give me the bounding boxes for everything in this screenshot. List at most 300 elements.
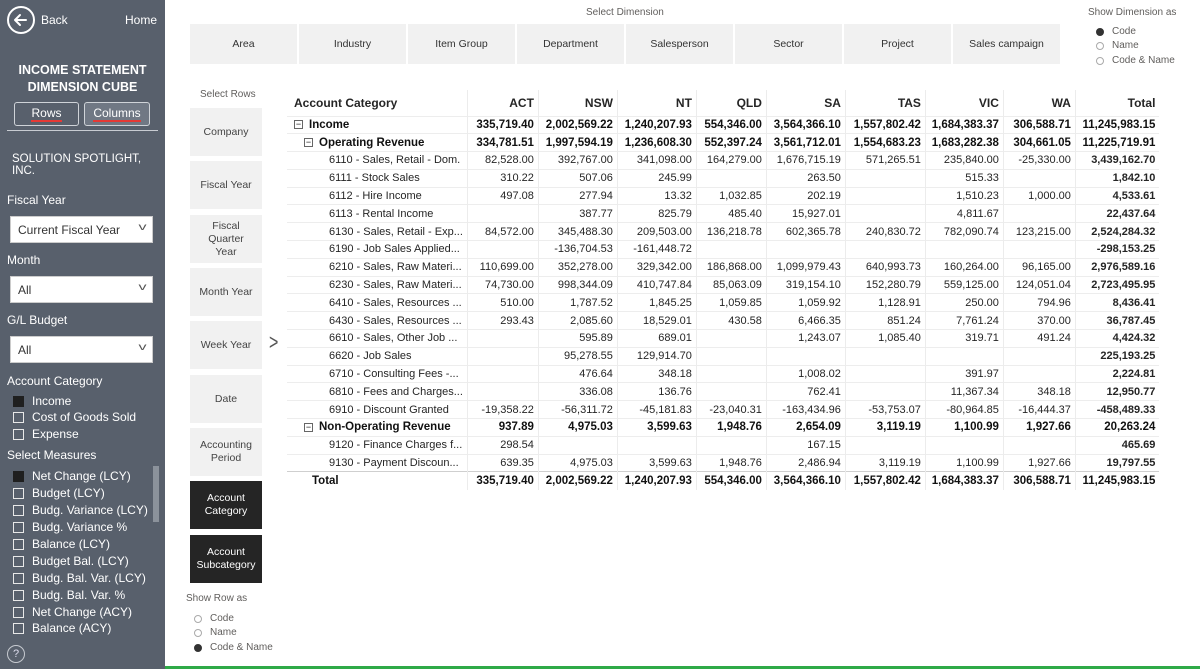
table-row[interactable] <box>287 330 1159 348</box>
value-cell: 507.06 <box>538 169 617 187</box>
checkbox-icon[interactable] <box>13 590 24 601</box>
value-cell: 2,486.94 <box>766 454 845 472</box>
collapse-icon[interactable]: − <box>295 119 302 130</box>
row-button-fiscal-year[interactable]: Fiscal Year <box>190 161 262 209</box>
total-value-cell: 554,346.00 <box>696 472 766 490</box>
radio-label: Code <box>210 613 234 624</box>
row-label: 6620 - Job Sales <box>329 350 412 363</box>
checkbox-label: Budg. Bal. Var. (LCY) <box>32 571 146 585</box>
value-cell: 410,747.84 <box>617 276 696 294</box>
table-row[interactable] <box>287 134 1159 152</box>
value-cell: 762.41 <box>766 383 845 401</box>
value-cell: 1,240,207.93 <box>617 116 696 134</box>
measures-scrollbar[interactable] <box>153 466 159 522</box>
value-cell: 1,676,715.19 <box>766 152 845 170</box>
checkbox-label: Balance (ACY) <box>32 621 112 635</box>
value-cell: 1,927.66 <box>1003 454 1075 472</box>
value-cell <box>467 383 538 401</box>
row-button-accounting-period[interactable]: Accounting Period <box>190 428 262 476</box>
checkbox-icon[interactable] <box>13 623 24 634</box>
value-cell <box>696 347 766 365</box>
radio-label: Code & Name <box>1112 55 1175 66</box>
row-label: Income <box>309 118 350 131</box>
radio-label: Code <box>1112 26 1136 37</box>
table-row[interactable] <box>287 187 1159 205</box>
show-dimension-title: Show Dimension as <box>1088 7 1177 18</box>
value-cell: 348.18 <box>617 365 696 383</box>
value-cell: 1,842.10 <box>1075 169 1159 187</box>
value-cell: 1,059.92 <box>766 294 845 312</box>
checkbox-icon[interactable] <box>13 522 24 533</box>
column-header[interactable]: NT <box>617 90 696 116</box>
value-cell: 334,781.51 <box>467 134 538 152</box>
value-cell: 250.00 <box>925 294 1003 312</box>
column-header[interactable]: NSW <box>538 90 617 116</box>
table-row[interactable] <box>287 383 1159 401</box>
measure-item[interactable] <box>13 588 125 602</box>
table-row[interactable] <box>287 152 1159 170</box>
value-cell: 465.69 <box>1075 436 1159 454</box>
measure-item[interactable] <box>13 469 131 483</box>
value-cell <box>925 436 1003 454</box>
row-label-cell <box>287 419 467 437</box>
measure-item[interactable] <box>13 554 129 568</box>
back-button[interactable]: Back <box>41 13 68 27</box>
value-cell: 11,367.34 <box>925 383 1003 401</box>
row-label-cell <box>287 152 467 170</box>
value-cell: 4,811.67 <box>925 205 1003 223</box>
value-cell <box>845 187 925 205</box>
month-label: Month <box>7 253 41 267</box>
value-cell <box>696 365 766 383</box>
row-label: 6112 - Hire Income <box>329 190 422 203</box>
value-cell: 1,085.40 <box>845 330 925 348</box>
value-cell: 345,488.30 <box>538 223 617 241</box>
radio-selected-icon[interactable] <box>1096 28 1104 36</box>
value-cell: 937.89 <box>467 419 538 437</box>
checkbox-icon[interactable] <box>13 573 24 584</box>
value-cell: 85,063.09 <box>696 276 766 294</box>
value-cell: -163,434.96 <box>766 401 845 419</box>
value-cell <box>766 241 845 259</box>
row-button-account-subcategory[interactable]: Account Subcategory <box>190 535 262 583</box>
checkbox-icon[interactable] <box>13 488 24 499</box>
table-row[interactable] <box>287 454 1159 472</box>
value-cell: 160,264.00 <box>925 258 1003 276</box>
dimension-bar <box>190 24 1060 64</box>
row-button-fiscal-quarter-year[interactable]: Fiscal Quarter Year <box>190 215 262 263</box>
fiscal-year-value: Current Fiscal Year <box>18 223 121 237</box>
row-label: 6190 - Job Sales Applied... <box>329 243 460 256</box>
value-cell: 341,098.00 <box>617 152 696 170</box>
row-label-cell <box>287 383 467 401</box>
value-cell: 2,723,495.95 <box>1075 276 1159 294</box>
dimension-button-area[interactable]: Area <box>190 24 297 64</box>
value-cell: 36,787.45 <box>1075 312 1159 330</box>
dimension-button-item-group[interactable]: Item Group <box>408 24 515 64</box>
select-dimension-title: Select Dimension <box>586 7 664 18</box>
radio-icon[interactable] <box>194 615 202 623</box>
radio-icon[interactable] <box>194 629 202 637</box>
value-cell: 335,719.40 <box>467 116 538 134</box>
show-row-option-name[interactable] <box>194 627 237 638</box>
value-cell: 240,830.72 <box>845 223 925 241</box>
value-cell: 602,365.78 <box>766 223 845 241</box>
value-cell: 19,797.55 <box>1075 454 1159 472</box>
column-header[interactable]: TAS <box>845 90 925 116</box>
value-cell: 1,032.85 <box>696 187 766 205</box>
value-cell: 3,439,162.70 <box>1075 152 1159 170</box>
value-cell <box>617 436 696 454</box>
row-label-cell <box>287 116 467 134</box>
page-title <box>0 62 165 96</box>
account-category-income[interactable] <box>13 394 71 408</box>
fiscal-year-dropdown[interactable] <box>10 216 153 243</box>
value-cell: 235,840.00 <box>925 152 1003 170</box>
row-button-week-year[interactable]: Week Year <box>190 321 262 369</box>
total-value-cell: 2,002,569.22 <box>538 472 617 490</box>
value-cell: 2,654.09 <box>766 419 845 437</box>
value-cell: 370.00 <box>1003 312 1075 330</box>
radio-label: Name <box>210 627 237 638</box>
columns-toggle-button[interactable] <box>84 102 150 126</box>
gl-budget-dropdown[interactable] <box>10 336 153 363</box>
column-header[interactable]: ACT <box>467 90 538 116</box>
checkbox-icon[interactable] <box>13 556 24 567</box>
collapse-icon[interactable]: − <box>305 137 312 148</box>
row-label-cell <box>287 365 467 383</box>
value-cell: 1,787.52 <box>538 294 617 312</box>
value-cell <box>1003 347 1075 365</box>
table-row[interactable] <box>287 419 1159 437</box>
row-label: 6230 - Sales, Raw Materi... <box>329 279 462 292</box>
value-cell <box>467 241 538 259</box>
value-cell: -45,181.83 <box>617 401 696 419</box>
value-cell <box>1003 436 1075 454</box>
dimension-button-project[interactable]: Project <box>844 24 951 64</box>
table-row[interactable] <box>287 169 1159 187</box>
row-label: 6110 - Sales, Retail - Dom. <box>329 154 461 167</box>
value-cell: 11,245,983.15 <box>1075 116 1159 134</box>
checkbox-label: Net Change (ACY) <box>32 605 133 619</box>
value-cell: 136.76 <box>617 383 696 401</box>
value-cell: 2,085.60 <box>538 312 617 330</box>
measure-item[interactable] <box>13 520 127 534</box>
value-cell: -136,704.53 <box>538 241 617 259</box>
checkbox-checked-icon[interactable] <box>13 396 24 407</box>
row-label: 6710 - Consulting Fees -... <box>329 368 459 381</box>
row-label: 6430 - Sales, Resources ... <box>329 314 462 327</box>
table-row[interactable] <box>287 294 1159 312</box>
value-cell: 96,165.00 <box>1003 258 1075 276</box>
show-dimension-option-name[interactable] <box>1096 40 1139 51</box>
checkbox-icon[interactable] <box>13 429 24 440</box>
value-cell: 336.08 <box>538 383 617 401</box>
value-cell: -56,311.72 <box>538 401 617 419</box>
value-cell <box>845 347 925 365</box>
checkbox-label: Budg. Variance % <box>32 520 128 534</box>
value-cell: 95,278.55 <box>538 347 617 365</box>
value-cell <box>1003 205 1075 223</box>
home-button[interactable]: Home <box>125 13 158 27</box>
help-icon[interactable]: ? <box>7 645 25 663</box>
show-dimension-option-code-name[interactable] <box>1096 55 1175 66</box>
value-cell: 110,699.00 <box>467 258 538 276</box>
table-row[interactable] <box>287 365 1159 383</box>
value-cell <box>696 241 766 259</box>
value-cell <box>845 241 925 259</box>
chevron-down-icon: v <box>138 222 147 233</box>
value-cell: 485.40 <box>696 205 766 223</box>
measure-item[interactable] <box>13 571 146 585</box>
value-cell: 245.99 <box>617 169 696 187</box>
value-cell <box>467 205 538 223</box>
month-value: All <box>18 283 32 297</box>
value-cell: 559,125.00 <box>925 276 1003 294</box>
show-row-title: Show Row as <box>186 593 248 604</box>
row-label: 6113 - Rental Income <box>329 207 434 220</box>
table-row[interactable] <box>287 116 1159 134</box>
row-label: 6910 - Discount Granted <box>329 403 449 416</box>
value-cell: 129,914.70 <box>617 347 696 365</box>
table-row[interactable] <box>287 347 1159 365</box>
value-cell: -16,444.37 <box>1003 401 1075 419</box>
table-row[interactable] <box>287 241 1159 259</box>
value-cell: 123,215.00 <box>1003 223 1075 241</box>
radio-label: Name <box>1112 40 1139 51</box>
dimension-button-sales-campaign[interactable]: Sales campaign <box>953 24 1060 64</box>
value-cell: 3,119.19 <box>845 419 925 437</box>
matrix-table <box>287 90 1159 490</box>
dimension-button-sector[interactable]: Sector <box>735 24 842 64</box>
value-cell: 152,280.79 <box>845 276 925 294</box>
value-cell: 319.71 <box>925 330 1003 348</box>
value-cell: 74,730.00 <box>467 276 538 294</box>
row-label: Non-Operating Revenue <box>319 421 451 434</box>
value-cell: 1,000.00 <box>1003 187 1075 205</box>
checkbox-label: Budg. Variance (LCY) <box>32 503 148 517</box>
value-cell: 825.79 <box>617 205 696 223</box>
value-cell: 851.24 <box>845 312 925 330</box>
show-row-option-code[interactable] <box>194 613 234 624</box>
value-cell: 4,975.03 <box>538 419 617 437</box>
value-cell: 794.96 <box>1003 294 1075 312</box>
value-cell: 186,868.00 <box>696 258 766 276</box>
column-header[interactable]: Account Category <box>294 95 398 110</box>
value-cell: 2,224.81 <box>1075 365 1159 383</box>
value-cell: 491.24 <box>1003 330 1075 348</box>
value-cell: -19,358.22 <box>467 401 538 419</box>
value-cell <box>538 436 617 454</box>
row-label-cell <box>287 276 467 294</box>
value-cell: 1,236,608.30 <box>617 134 696 152</box>
value-cell: 1,099,979.43 <box>766 258 845 276</box>
value-cell: 8,436.41 <box>1075 294 1159 312</box>
total-value-cell: 11,245,983.15 <box>1075 472 1159 490</box>
value-cell: -53,753.07 <box>845 401 925 419</box>
account-category-label: Account Category <box>7 374 103 388</box>
collapse-icon[interactable]: − <box>305 421 312 432</box>
table-row[interactable] <box>287 401 1159 419</box>
checkbox-icon[interactable] <box>13 607 24 618</box>
value-cell: 552,397.24 <box>696 134 766 152</box>
total-value-cell: 1,684,383.37 <box>925 472 1003 490</box>
company-name: SOLUTION SPOTLIGHT, INC. <box>12 153 142 177</box>
table-row[interactable] <box>287 276 1159 294</box>
value-cell: 225,193.25 <box>1075 347 1159 365</box>
value-cell <box>1003 365 1075 383</box>
value-cell: 263.50 <box>766 169 845 187</box>
value-cell: 11,225,719.91 <box>1075 134 1159 152</box>
row-label: 6111 - Stock Sales <box>329 172 420 185</box>
value-cell <box>766 347 845 365</box>
row-label: 6810 - Fees and Charges... <box>329 385 463 398</box>
value-cell: 782,090.74 <box>925 223 1003 241</box>
value-cell: 4,975.03 <box>538 454 617 472</box>
value-cell: 6,466.35 <box>766 312 845 330</box>
value-cell: 1,554,683.23 <box>845 134 925 152</box>
dimension-button-salesperson[interactable]: Salesperson <box>626 24 733 64</box>
row-label: Operating Revenue <box>319 136 425 149</box>
dimension-button-department[interactable]: Department <box>517 24 624 64</box>
value-cell: 1,100.99 <box>925 419 1003 437</box>
value-cell <box>696 330 766 348</box>
value-cell: 167.15 <box>766 436 845 454</box>
value-cell: 4,533.61 <box>1075 187 1159 205</box>
value-cell: 595.89 <box>538 330 617 348</box>
row-button-account-category[interactable]: Account Category <box>190 481 262 529</box>
show-row-option-code-name[interactable] <box>194 642 273 653</box>
row-label-cell <box>287 258 467 276</box>
value-cell: 1,100.99 <box>925 454 1003 472</box>
measure-item[interactable] <box>13 537 110 551</box>
value-cell: 164,279.00 <box>696 152 766 170</box>
value-cell: 20,263.24 <box>1075 419 1159 437</box>
value-cell: 3,599.63 <box>617 454 696 472</box>
measure-item[interactable] <box>13 503 148 517</box>
checkbox-label: Cost of Goods Sold <box>32 410 137 424</box>
row-label-cell <box>287 347 467 365</box>
total-value-cell: 3,564,366.10 <box>766 472 845 490</box>
value-cell: 3,599.63 <box>617 419 696 437</box>
value-cell: 998,344.09 <box>538 276 617 294</box>
matrix-body <box>287 116 1159 490</box>
row-label: 6210 - Sales, Raw Materi... <box>329 261 462 274</box>
table-row[interactable] <box>287 223 1159 241</box>
row-label-cell <box>287 223 467 241</box>
checkbox-icon[interactable] <box>13 539 24 550</box>
value-cell: 639.35 <box>467 454 538 472</box>
row-label-cell <box>287 454 467 472</box>
row-label-cell <box>287 169 467 187</box>
measure-item[interactable] <box>13 486 105 500</box>
checkbox-checked-icon[interactable] <box>13 471 24 482</box>
value-cell: 18,529.01 <box>617 312 696 330</box>
value-cell: 392,767.00 <box>538 152 617 170</box>
value-cell: -458,489.33 <box>1075 401 1159 419</box>
value-cell: 306,588.71 <box>1003 116 1075 134</box>
row-label-cell <box>287 187 467 205</box>
dimension-button-industry[interactable]: Industry <box>299 24 406 64</box>
value-cell: 1,059.85 <box>696 294 766 312</box>
checkbox-label: Budg. Bal. Var. % <box>32 588 126 602</box>
value-cell: 22,437.64 <box>1075 205 1159 223</box>
value-cell <box>845 365 925 383</box>
value-cell: 304,661.05 <box>1003 134 1075 152</box>
column-header[interactable]: Total <box>1075 90 1159 116</box>
account-category-cogs[interactable] <box>13 410 136 424</box>
value-cell: 4,424.32 <box>1075 330 1159 348</box>
checkbox-icon[interactable] <box>13 412 24 423</box>
row-button-month-year[interactable]: Month Year <box>190 268 262 316</box>
value-cell: 209,503.00 <box>617 223 696 241</box>
table-row[interactable] <box>287 312 1159 330</box>
gl-budget-value: All <box>18 343 32 357</box>
show-dimension-option-code[interactable] <box>1096 26 1136 37</box>
value-cell: 554,346.00 <box>696 116 766 134</box>
value-cell: 348.18 <box>1003 383 1075 401</box>
row-label-cell <box>287 312 467 330</box>
value-cell: -161,448.72 <box>617 241 696 259</box>
column-header[interactable]: QLD <box>696 90 766 116</box>
value-cell: 2,524,284.32 <box>1075 223 1159 241</box>
chevron-right-icon[interactable]: > <box>269 331 279 356</box>
measure-item[interactable] <box>13 621 111 635</box>
table-row[interactable] <box>287 436 1159 454</box>
month-dropdown[interactable] <box>10 276 153 303</box>
value-cell: 497.08 <box>467 187 538 205</box>
gl-budget-label: G/L Budget <box>7 313 68 327</box>
radio-selected-icon[interactable] <box>194 644 202 652</box>
value-cell: 689.01 <box>617 330 696 348</box>
value-cell: 15,927.01 <box>766 205 845 223</box>
row-button-company[interactable]: Company <box>190 108 262 156</box>
value-cell <box>845 383 925 401</box>
value-cell <box>467 347 538 365</box>
value-cell: 84,572.00 <box>467 223 538 241</box>
account-category-expense[interactable] <box>13 427 79 441</box>
measure-item[interactable] <box>13 605 132 619</box>
page-title-line1: INCOME STATEMENT <box>18 63 147 77</box>
select-measures-label: Select Measures <box>7 448 97 462</box>
value-cell: 277.94 <box>538 187 617 205</box>
checkbox-icon[interactable] <box>13 505 24 516</box>
rows-toggle-button[interactable] <box>14 102 79 126</box>
value-cell: -23,040.31 <box>696 401 766 419</box>
back-arrow-icon[interactable] <box>7 6 35 34</box>
value-cell: 476.64 <box>538 365 617 383</box>
columns-toggle-label: Columns <box>93 106 141 120</box>
table-row[interactable] <box>287 205 1159 223</box>
checkbox-label: Balance (LCY) <box>32 537 111 551</box>
value-cell: 1,128.91 <box>845 294 925 312</box>
row-label-cell <box>287 241 467 259</box>
radio-icon[interactable] <box>1096 57 1104 65</box>
value-cell <box>845 205 925 223</box>
table-row[interactable] <box>287 258 1159 276</box>
column-header[interactable]: WA <box>1003 90 1075 116</box>
checkbox-label: Budget Bal. (LCY) <box>32 554 129 568</box>
total-row[interactable] <box>287 472 1159 490</box>
value-cell: 124,051.04 <box>1003 276 1075 294</box>
row-button-date[interactable]: Date <box>190 375 262 423</box>
value-cell <box>696 383 766 401</box>
value-cell: 1,683,282.38 <box>925 134 1003 152</box>
matrix-header-row <box>287 90 1159 116</box>
radio-icon[interactable] <box>1096 42 1104 50</box>
column-header[interactable]: SA <box>766 90 845 116</box>
column-header[interactable]: VIC <box>925 90 1003 116</box>
